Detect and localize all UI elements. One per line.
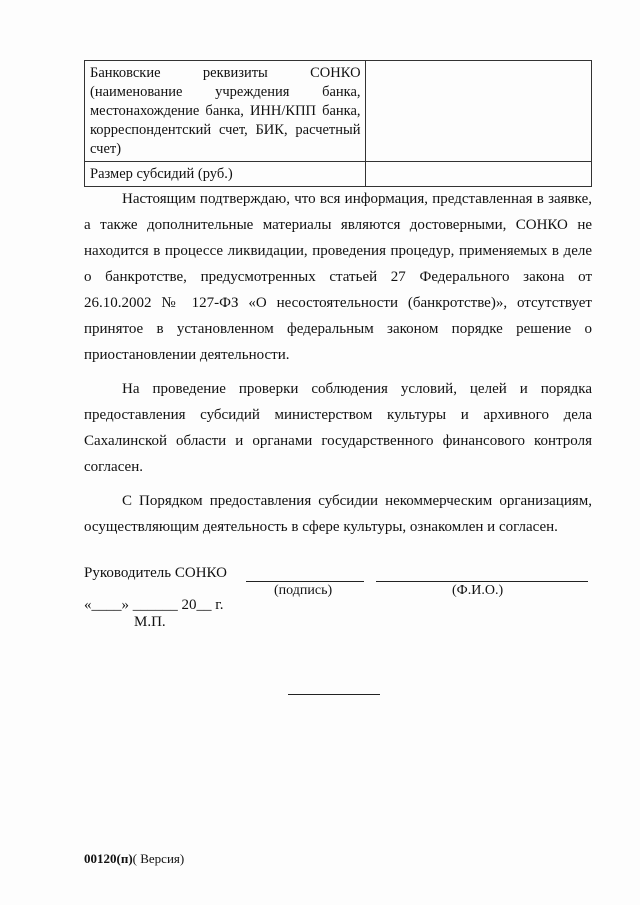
document-footer bbox=[84, 851, 184, 867]
paragraph-confirmation: Настоящим подтверждаю, что вся информация, представленная в заявке, а также дополнительные материалы являются достоверными, СОНКО не находится в процессе ликвидации, проведения процедур, применяемых в деле о банкротстве, предусмотренных статьей 27 Федерального закона от 26.10.2002 № 127-ФЗ «О несостоятельности (банкротстве)», отсутствует принятое в установленном федеральным законом порядке решение о приостановлении деятельности. bbox=[84, 191, 592, 363]
document-code: 00120(п) bbox=[84, 851, 133, 866]
signature-caption: (подпись) bbox=[274, 583, 333, 598]
full-name-line bbox=[376, 581, 588, 582]
signatory-label: Руководитель СОНКО bbox=[84, 565, 227, 581]
subsidy-amount-value bbox=[365, 162, 591, 187]
end-separator-line bbox=[288, 694, 380, 695]
bank-requisites-label: Банковские реквизиты СОНКО (наименование учреждения банка, местонахождение банка, ИНН/КПП банка, корреспондентский счет, БИК, расчетный счет) bbox=[85, 61, 366, 162]
full-name-caption: (Ф.И.О.) bbox=[452, 583, 504, 598]
paragraph-inspection-consent: На проведение проверки соблюдения условий, целей и порядка предоставления субсидий министерством культуры и архивного дела Сахалинской области и органами государственного финансового контроля согласен. bbox=[84, 381, 592, 475]
signature-line bbox=[246, 581, 364, 582]
bank-requisites-value bbox=[365, 61, 591, 162]
stamp-place: М.П. bbox=[134, 614, 166, 630]
subsidy-amount-label: Размер субсидий (руб.) bbox=[85, 162, 366, 187]
requisites-table bbox=[84, 60, 592, 187]
document-version: ( Версия) bbox=[132, 851, 185, 866]
table-row bbox=[85, 162, 592, 187]
date-line: «____» ______ 20__ г. bbox=[84, 597, 224, 613]
table-row bbox=[85, 61, 592, 162]
declaration-text bbox=[84, 186, 592, 548]
paragraph-procedure-consent: С Порядком предоставления субсидии некоммерческим организациям, осуществляющим деятельность в сфере культуры, ознакомлен и согласен. bbox=[84, 493, 592, 535]
